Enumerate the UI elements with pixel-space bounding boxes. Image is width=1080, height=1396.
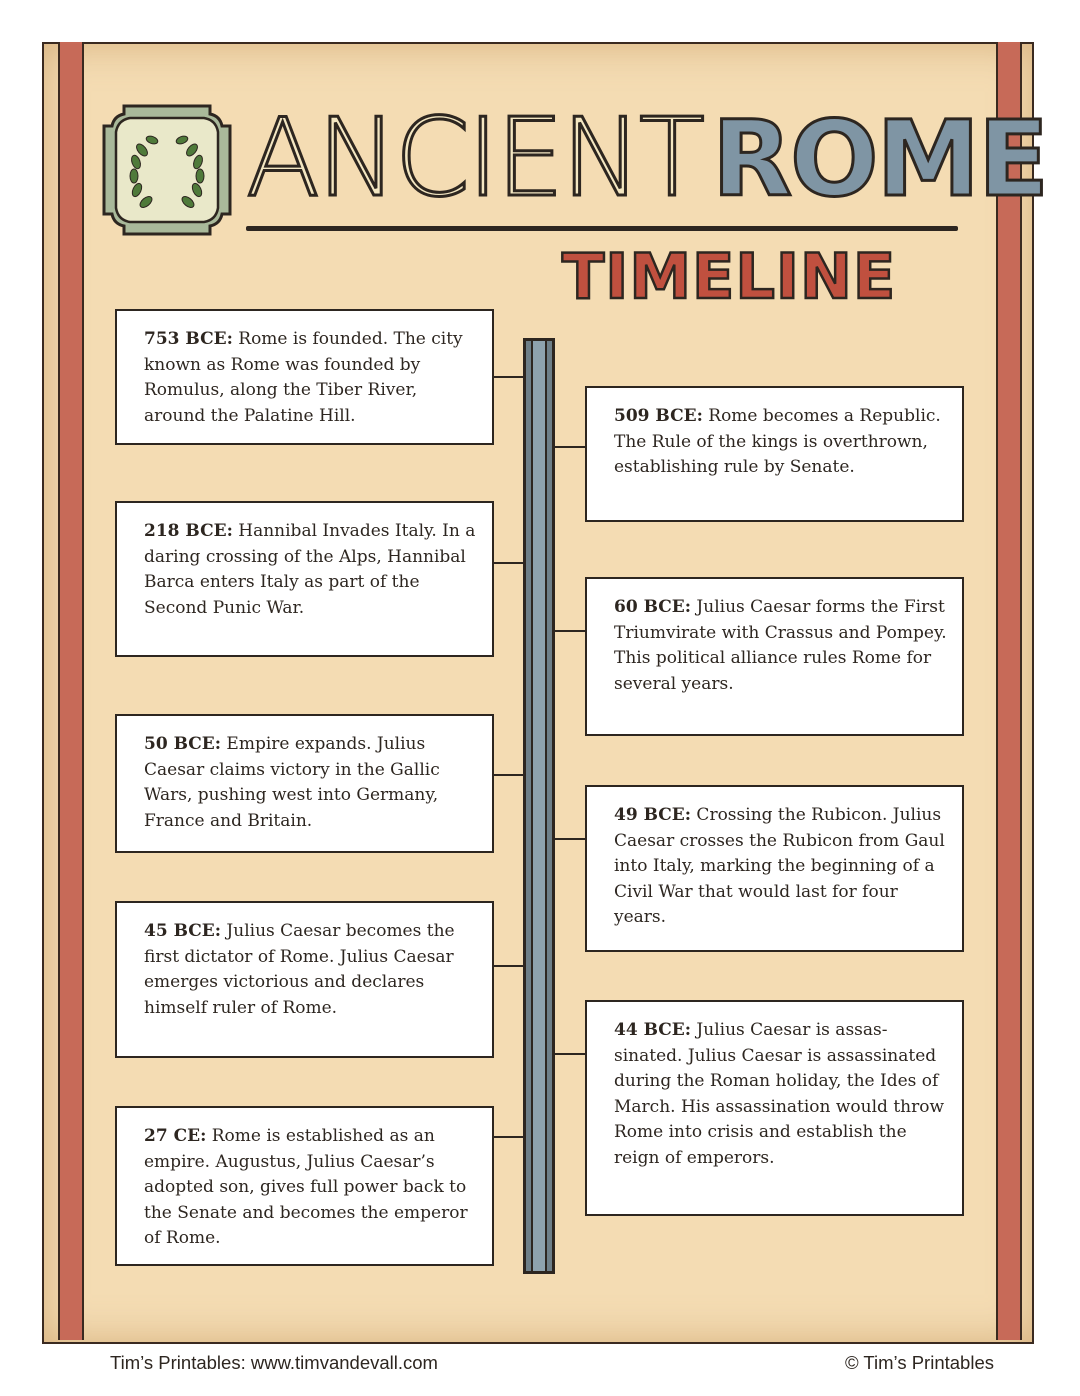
event-date: 45 BCE:	[144, 921, 222, 941]
page-title-ancient: ANCIENT	[246, 96, 702, 221]
event-text: Empire expands. Julius Caesar claims victory in the Gallic Wars, pushing west into Germany, France and Britain.	[144, 734, 440, 831]
event-date: 49 BCE:	[614, 805, 692, 825]
event-text: Julius Caesar becomes the first dictator of Rome. Julius Caesar emerges victorious and declares himself ruler of Rome.	[144, 921, 455, 1018]
event-text: Hannibal Invades Italy. In a daring crossing of the Alps, Hannibal Barca enters Italy as part of the Second Punic War.	[144, 521, 476, 618]
event-card-45-bce	[115, 901, 494, 1058]
event-date: 60 BCE:	[614, 597, 692, 617]
connector-right-2	[555, 630, 585, 632]
event-text: Julius Caesar forms the First Triumvirate with Crassus and Pompey. This political alliance rules Rome for several years.	[614, 597, 947, 694]
event-text: Rome becomes a Republic. The Rule of the kings is overthrown, establishing rule by Senate.	[614, 406, 941, 477]
event-date: 218 BCE:	[144, 521, 233, 541]
connector-left-1	[493, 376, 523, 378]
connector-right-1	[555, 446, 585, 448]
timeline-pillar	[523, 338, 555, 1274]
page-title-rome: ROME	[712, 98, 1048, 220]
title-divider	[246, 226, 958, 231]
event-text: Rome is established as an empire. Augustus, Julius Caesar’s adopted son, gives full power back to the Senate and becomes the emperor of Rome.	[144, 1126, 468, 1248]
event-date: 509 BCE:	[614, 406, 703, 426]
event-date: 27 CE:	[144, 1126, 207, 1146]
event-card-218-bce	[115, 501, 494, 657]
page-subtitle: TIMELINE	[562, 240, 897, 313]
laurel-wreath-icon	[102, 104, 232, 236]
event-date: 44 BCE:	[614, 1020, 692, 1040]
event-text: Crossing the Rubicon. Julius Caesar crosses the Rubicon from Gaul into Italy, marking the beginning of a Civil War that would last for four years.	[614, 805, 945, 927]
connector-left-2	[493, 562, 523, 564]
right-red-border	[996, 42, 1022, 1340]
connector-right-4	[555, 1053, 585, 1055]
connector-left-4	[493, 965, 523, 967]
footer-website: Tim’s Printables: www.timvandevall.com	[110, 1352, 438, 1373]
event-text: Julius Caesar is assassinated. Julius Caesar is assassinated during the Roman holiday, the Ides of March. His assassination would throw Rome into crisis and establish the reign of emperors.	[614, 1020, 945, 1168]
connector-left-3	[493, 774, 523, 776]
event-date: 753 BCE:	[144, 329, 233, 349]
event-card-44-bce	[585, 1000, 964, 1216]
event-card-49-bce	[585, 785, 964, 952]
event-card-753-bce	[115, 309, 494, 445]
connector-right-3	[555, 838, 585, 840]
event-date: 50 BCE:	[144, 734, 222, 754]
left-red-border	[58, 42, 84, 1340]
event-card-27-ce	[115, 1106, 494, 1266]
footer-copyright: © Tim’s Printables	[844, 1352, 994, 1373]
event-card-60-bce	[585, 577, 964, 736]
event-card-50-bce	[115, 714, 494, 853]
event-text: Rome is founded. The city known as Rome was founded by Romulus, along the Tiber River, around the Palatine Hill.	[144, 329, 463, 426]
connector-left-5	[493, 1136, 523, 1138]
event-card-509-bce	[585, 386, 964, 522]
